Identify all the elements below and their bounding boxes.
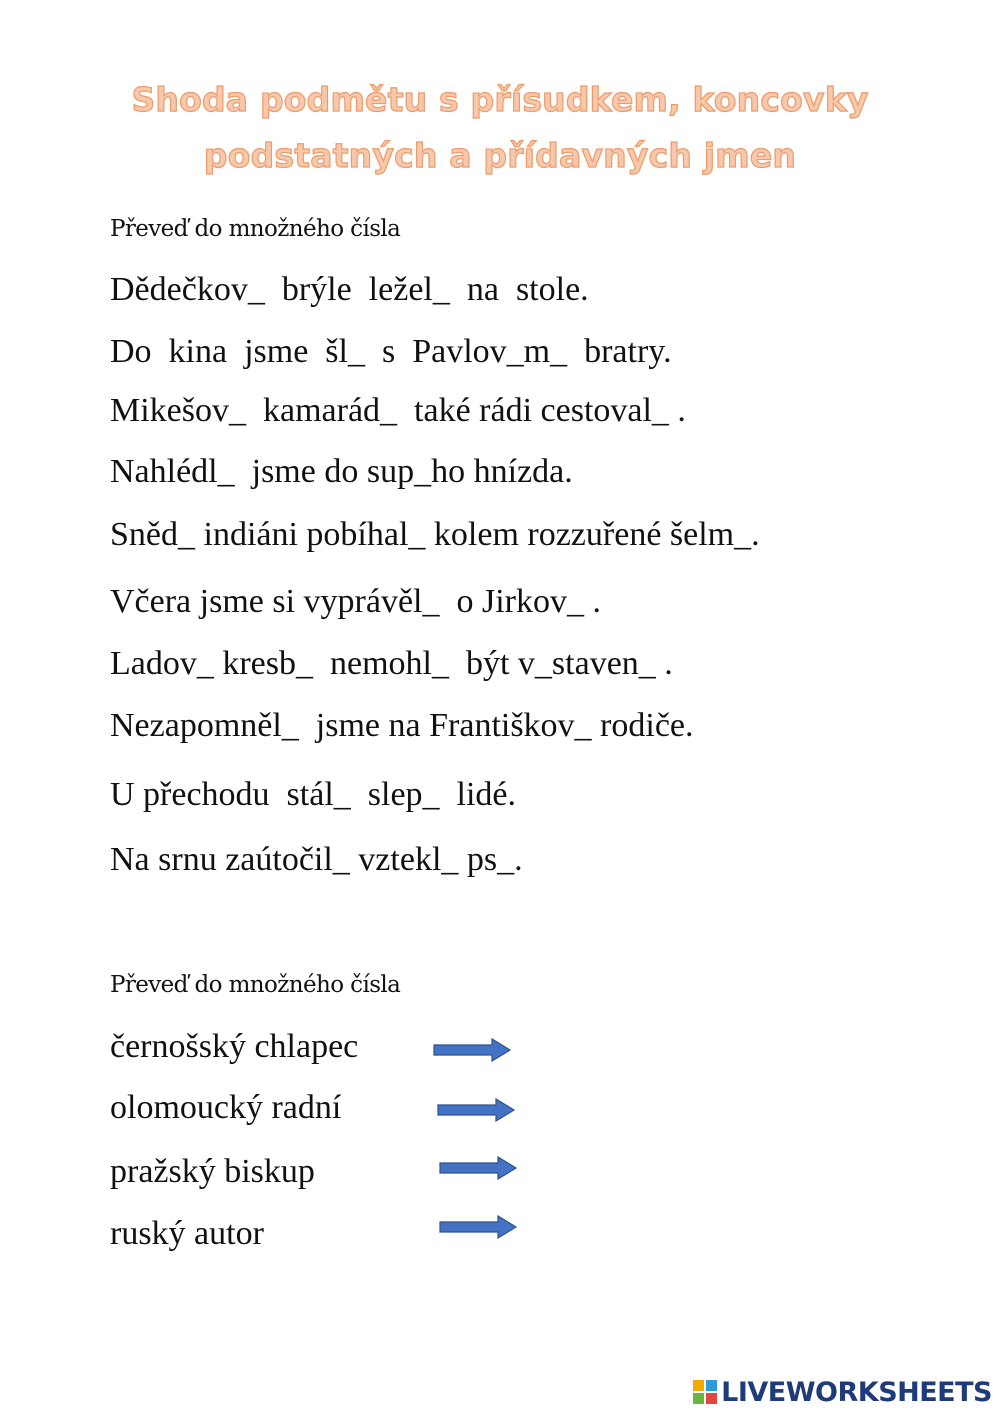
- phrase-2: olomoucký radní: [110, 1089, 342, 1126]
- brand-text: LIVEWORKSHEETS: [721, 1376, 992, 1408]
- worksheet-title: [0, 72, 1000, 184]
- liveworksheets-logo-icon: [692, 1379, 718, 1405]
- sentence-2: Do kina jsme šl_ s Pavlov_m_ bratry.: [110, 333, 672, 370]
- title-line-1: Shoda podmětu s přísudkem, koncovky: [131, 80, 869, 119]
- right-arrow-icon: [436, 1098, 516, 1122]
- sentence-7: Ladov_ kresb_ nemohl_ být v_staven_ .: [110, 645, 673, 682]
- right-arrow-icon: [432, 1038, 512, 1062]
- sentence-3: Mikešov_ kamarád_ také rádi cestoval_ .: [110, 392, 686, 429]
- right-arrow-icon: [438, 1156, 518, 1180]
- liveworksheets-brand: [692, 1375, 992, 1409]
- phrase-1: černošský chlapec: [110, 1028, 359, 1065]
- section1-instruction: Převeď do množného čísla: [110, 216, 401, 242]
- sentence-8: Nezapomněl_ jsme na Františkov_ rodiče.: [110, 707, 694, 744]
- phrase-3: pražský biskup: [110, 1153, 315, 1190]
- phrase-4: ruský autor: [110, 1215, 264, 1252]
- sentence-5: Sněd_ indiáni pobíhal_ kolem rozzuřené šelm_.: [110, 516, 760, 553]
- sentence-6: Včera jsme si vyprávěl_ o Jirkov_ .: [110, 583, 601, 620]
- right-arrow-icon: [438, 1215, 518, 1239]
- section2-instruction: Převeď do množného čísla: [110, 972, 401, 998]
- sentence-10: Na srnu zaútočil_ vztekl_ ps_.: [110, 841, 523, 878]
- sentence-4: Nahlédl_ jsme do sup_ho hnízda.: [110, 453, 573, 490]
- sentence-1: Dědečkov_ brýle ležel_ na stole.: [110, 271, 589, 308]
- sentence-9: U přechodu stál_ slep_ lidé.: [110, 776, 517, 813]
- title-line-2: podstatných a přídavných jmen: [203, 136, 797, 175]
